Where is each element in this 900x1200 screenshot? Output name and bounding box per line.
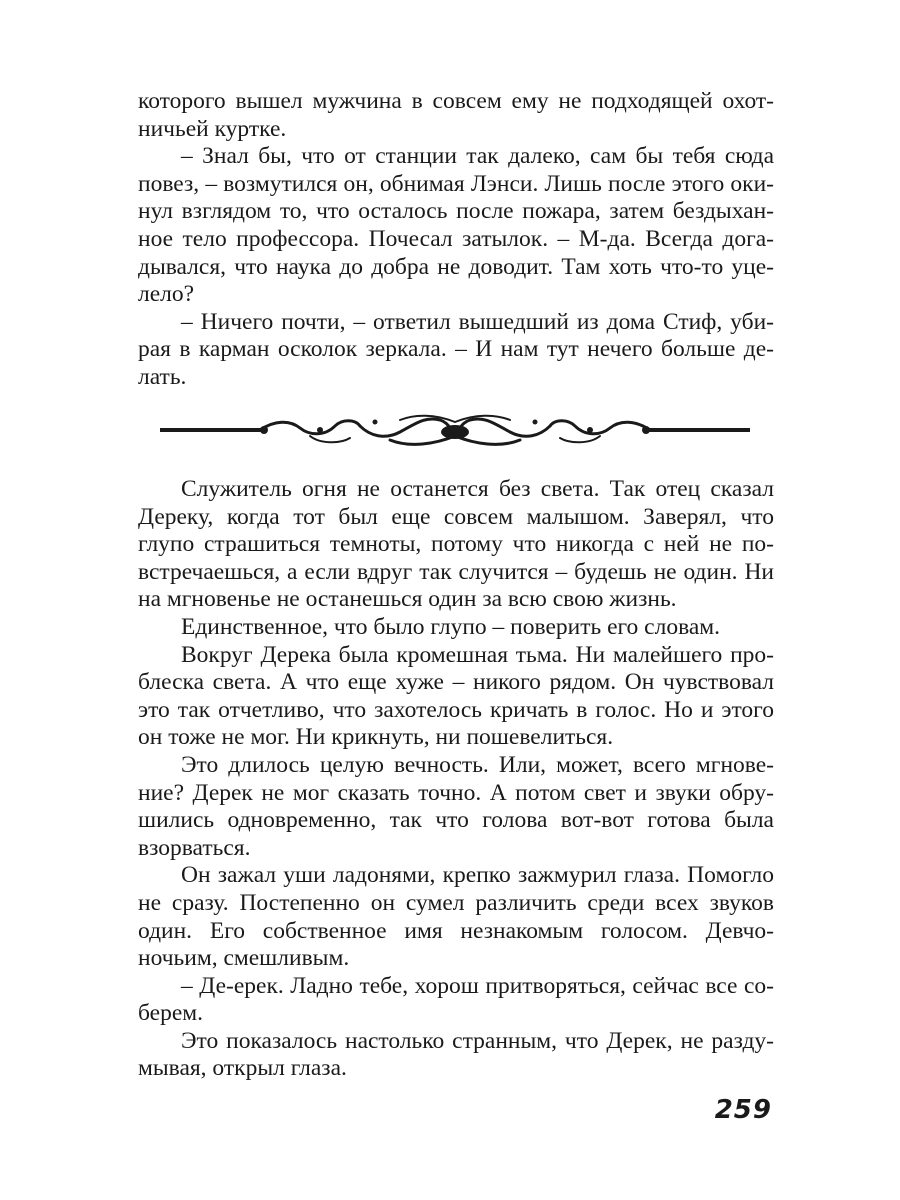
paragraph: Это длилось целую вечность. Или, может, всего мгновение? Дерек не мог сказать точно. А потом свет и звуки обрушились одновременно, так что голова вот-вот готова была взорваться. <box>138 751 774 861</box>
paragraph: – Ничего почти, – ответил вышедший из дома Стиф, убирая в карман осколок зеркала. – И нам тут нечего больше делать. <box>138 308 774 390</box>
paragraph: которого вышел мужчина в совсем ему не подходящей охотничьей куртке. <box>138 88 774 142</box>
text-block-bottom <box>138 476 774 1083</box>
paragraph: Служитель огня не останется без света. Так отец сказал Дереку, когда тот был еще совсем малышом. Заверял, что глупо страшиться темноты, потому что никогда с ней не повстречаешься, а если вдруг так случится – будешь не один. Ни на мгновенье не останешься один за всю свою жизнь. <box>138 476 774 613</box>
page-number: 259 <box>714 1095 772 1125</box>
paragraph: Он зажал уши ладонями, крепко зажмурил глаза. Помогло не сразу. Постепенно он сумел различить среди всех звуков один. Его собственное имя незнакомым голосом. Девчоночьим, смешливым. <box>138 862 774 972</box>
paragraph: – Де-ерек. Ладно тебе, хорош притворяться, сейчас все соберем. <box>138 972 774 1027</box>
text-block-top <box>138 88 774 392</box>
scroll-divider-icon <box>160 410 750 450</box>
paragraph: Вокруг Дерека была кромешная тьма. Ни малейшего проблеска света. А что еще хуже – никого рядом. Он чувствовал это так отчетливо, что захотелось кричать в голос. Но и этого он тоже не мог. Ни крикнуть, ни пошевелиться. <box>138 641 774 751</box>
paragraph: Это показалось настолько странным, что Дерек, не раздумывая, открыл глаза. <box>138 1027 774 1082</box>
paragraph: – Знал бы, что от станции так далеко, сам бы тебя сюда повез, – возмутился он, обнимая Лэнси. Лишь после этого окинул взглядом то, что осталось после пожара, затем бездыханное тело профессора. Почесал затылок. – М-да. Всегда догадывался, что наука до добра не доводит. Там хоть что-то уцелело? <box>138 143 774 308</box>
paragraph: Единственное, что было глупо – поверить его словам. <box>181 613 721 640</box>
